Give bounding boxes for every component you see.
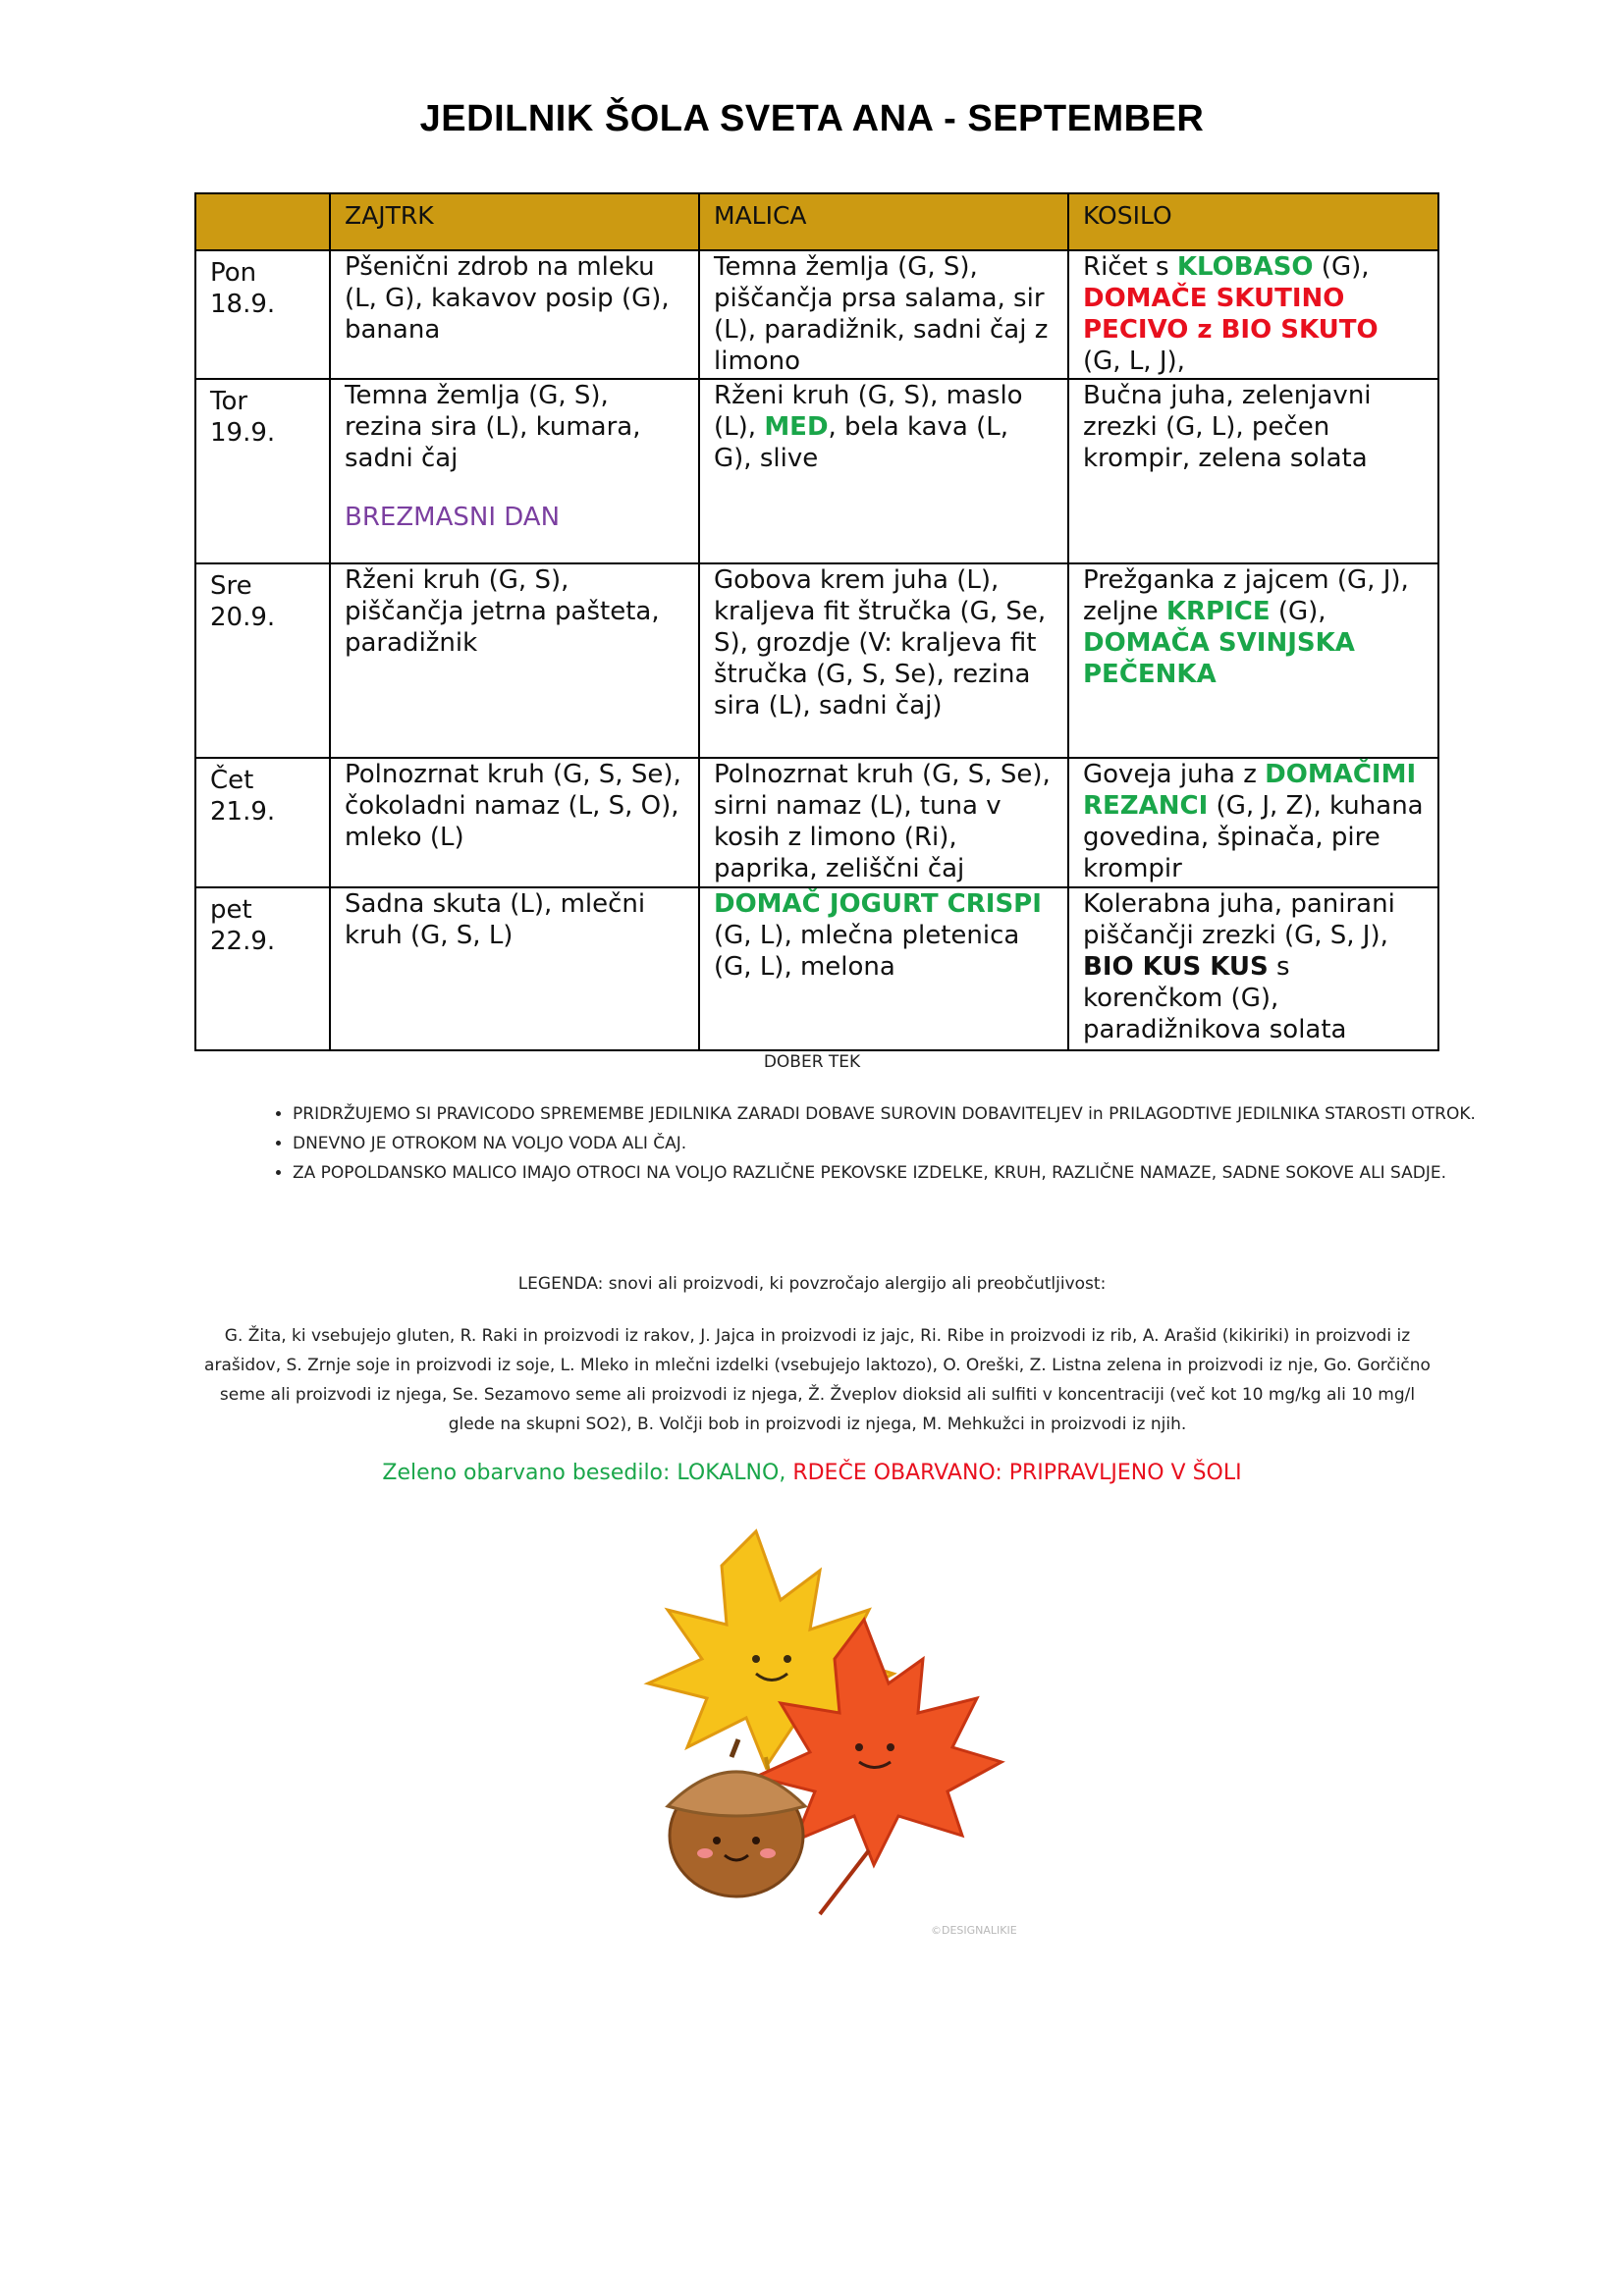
- day-name: pet: [210, 895, 252, 925]
- zajtrk-cell: [330, 887, 699, 1050]
- day-cell: [195, 887, 330, 1050]
- note-item: • PRIDRŽUJEMO SI PRAVICODO SPREMEMBE JEDILNIKA ZARADI DOBAVE SUROVIN DOBAVITELJEV in PRILAGODTIVE JEDILNIKA STAROSTI OTROK.: [293, 1099, 1500, 1129]
- dish-text: Temna žemlja (G, S), piščančja prsa salama, sir (L), paradižnik, sadni čaj z limono: [714, 252, 1049, 376]
- dish-text: Temna žemlja (G, S), rezina sira (L), kumara, sadni čaj: [345, 381, 641, 473]
- day-cell: [195, 758, 330, 887]
- zajtrk-cell: [330, 563, 699, 758]
- kosilo-cell: [1068, 563, 1438, 758]
- highlighted-dish: KLOBASO: [1176, 252, 1314, 282]
- color-legend-red: RDEČE OBARVANO: PRIPRAVLJENO V ŠOLI: [792, 1461, 1242, 1485]
- dish-text: Polnozrnat kruh (G, S, Se), čokoladni namaz (L, S, O), mleko (L): [345, 760, 681, 852]
- menu-row: [195, 887, 1438, 1050]
- menu-row: [195, 758, 1438, 887]
- day-name: Pon: [210, 258, 257, 288]
- malica-cell: [699, 887, 1068, 1050]
- header-day: [195, 193, 330, 250]
- dish-text: Ričet s: [1083, 252, 1177, 282]
- day-cell: [195, 379, 330, 563]
- highlighted-dish: DOMAČE SKUTINO PECIVO z BIO SKUTO: [1083, 284, 1379, 345]
- color-legend-green: Zeleno obarvano besedilo: LOKALNO,: [382, 1461, 793, 1485]
- malica-cell: [699, 758, 1068, 887]
- dish-text: (G),: [1270, 597, 1326, 626]
- day-date: 22.9.: [210, 927, 276, 956]
- menu-row: [195, 379, 1438, 563]
- zajtrk-cell: [330, 250, 699, 379]
- malica-cell: [699, 379, 1068, 563]
- dish-text: Bučna juha, zelenjavni zrezki (G, L), pečen krompir, zelena solata: [1083, 381, 1372, 473]
- dish-text: Gobova krem juha (L), kraljeva fit štručka (G, Se, S), grozdje (V: kraljeva fit štručka (G, S, Se), rezina sira (L), sadni čaj): [714, 565, 1047, 721]
- kosilo-cell: [1068, 887, 1438, 1050]
- dish-text: , bela kava (L, G), slive: [714, 412, 1008, 473]
- dish-text: (G),: [1313, 252, 1370, 282]
- day-date: 21.9.: [210, 797, 276, 827]
- dish-text: Goveja juha z: [1083, 760, 1266, 789]
- malica-cell: [699, 250, 1068, 379]
- highlighted-dish: DOMAČ JOGURT CRISPI: [714, 889, 1042, 919]
- menu-header-row: [195, 193, 1438, 250]
- menu-row: [195, 563, 1438, 758]
- highlighted-dish: MED: [764, 412, 829, 442]
- autumn-leaves-illustration: [609, 1512, 1060, 1944]
- highlighted-dish: KRPICE: [1165, 597, 1271, 626]
- note-item: • ZA POPOLDANSKO MALICO IMAJO OTROCI NA VOLJO RAZLIČNE PEKOVSKE IZDELKE, KRUH, RAZLIČNE NAMAZE, SADNE SOKOVE ALI SADJE.: [293, 1158, 1500, 1188]
- highlighted-dish: BIO KUS KUS: [1083, 952, 1269, 982]
- header-malica: MALICA: [699, 193, 1068, 250]
- page-title: JEDILNIK ŠOLA SVETA ANA - SEPTEMBER: [419, 98, 1205, 139]
- header-zajtrk: ZAJTRK: [330, 193, 699, 250]
- day-cell: [195, 563, 330, 758]
- legend-title: LEGENDA: snovi ali proizvodi, ki povzročajo alergijo ali preobčutljivost:: [517, 1274, 1107, 1294]
- zajtrk-cell: [330, 379, 699, 563]
- note-item: • DNEVNO JE OTROKOM NA VOLJO VODA ALI ČAJ.: [293, 1129, 1500, 1158]
- day-name: Čet: [210, 766, 254, 795]
- dish-text: (G, J, Z), kuhana govedina, špinača, pire krompir: [1083, 791, 1424, 883]
- day-cell: [195, 250, 330, 379]
- kosilo-cell: [1068, 379, 1438, 563]
- malica-cell: [699, 563, 1068, 758]
- highlighted-dish: DOMAČA SVINJSKA PEČENKA: [1083, 628, 1355, 689]
- legend-body: G. Žita, ki vsebujejo gluten, R. Raki in proizvodi iz rakov, J. Jajca in proizvodi iz jajc, Ri. Ribe in proizvodi iz rib, A. Arašid (kikiriki) in proizvodi iz arašidov, S. Zrnje soje in proizvodi iz soje, L. Mleko in mlečni izdelki (vsebujejo laktozo), O. Oreški, Z. Listna zelena in proizvodi iz nje, Go. Gorčično seme ali proizvodi iz njega, Se. Sezamovo seme ali proizvodi iz njega, Ž. Žveplov dioksid ali sulfiti v koncentraciji (več kot 10 mg/kg ali 10 mg/l glede na skupni SO2), B. Volčji bob in proizvodi iz njega, M. Mehkužci in proizvodi iz njih.: [204, 1326, 1431, 1434]
- dish-text: Rženi kruh (G, S), piščančja jetrna pašteta, paradižnik: [345, 565, 660, 658]
- header-kosilo: KOSILO: [1068, 193, 1438, 250]
- highlighted-dish: DOMAČIMI REZANCI: [1083, 760, 1417, 821]
- dish-text: Polnozrnat kruh (G, S, Se), sirni namaz (L), tuna v kosih z limono (Ri), paprika, zeliščni čaj: [714, 760, 1051, 883]
- image-credit: ©DESIGNALIKIE: [931, 1924, 1017, 1937]
- day-date: 20.9.: [210, 603, 276, 632]
- day-date: 18.9.: [210, 290, 276, 319]
- menu-row: [195, 250, 1438, 379]
- notes-list: [245, 1099, 1500, 1188]
- dish-text: Sadna skuta (L), mlečni kruh (G, S, L): [345, 889, 646, 950]
- dish-text: Pšenični zdrob na mleku (L, G), kakavov posip (G), banana: [345, 252, 670, 345]
- dish-text: s korenčkom (G), paradižnikova solata: [1083, 952, 1347, 1044]
- day-name: Sre: [210, 571, 252, 601]
- day-name: Tor: [210, 387, 248, 416]
- dish-text: Rženi kruh (G, S), maslo (L),: [714, 381, 1023, 442]
- menu-table: [194, 192, 1439, 1051]
- day-date: 19.9.: [210, 418, 276, 448]
- dish-text: Kolerabna juha, panirani piščančji zrezki (G, S, J),: [1083, 889, 1395, 950]
- dish-text: Prežganka z jajcem (G, J), zeljne: [1083, 565, 1409, 626]
- kosilo-cell: [1068, 758, 1438, 887]
- zajtrk-cell: [330, 758, 699, 887]
- dish-text: (G, L), mlečna pletenica (G, L), melona: [714, 921, 1020, 982]
- kosilo-cell: [1068, 250, 1438, 379]
- color-legend: [0, 1461, 1624, 1485]
- special-day-note: BREZMASNI DAN: [345, 503, 561, 532]
- dish-text: (G, L, J),: [1083, 347, 1185, 376]
- dober-tek: DOBER TEK: [763, 1052, 861, 1072]
